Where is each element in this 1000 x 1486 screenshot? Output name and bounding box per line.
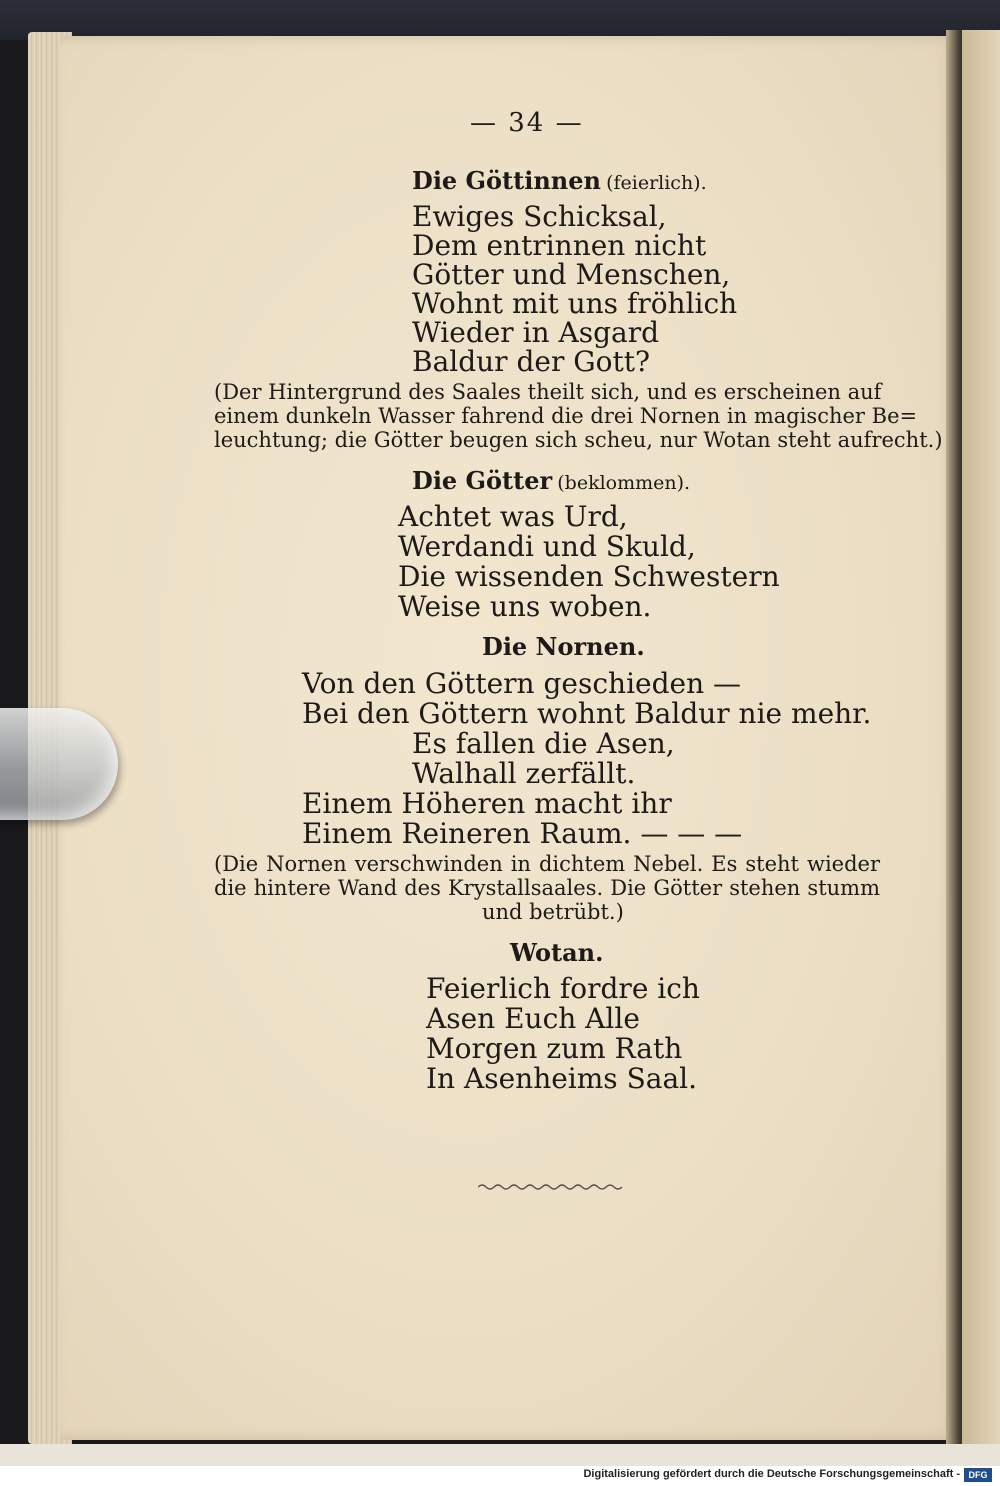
verse-line: Von den Göttern geschieden — — [302, 667, 742, 700]
verse-line: Ewiges Schicksal, — [412, 200, 667, 233]
facing-page-edge — [962, 30, 1000, 1446]
stage-direction-line: (Der Hintergrund des Saales theilt sich, und es erscheinen auf — [214, 380, 882, 404]
stage-direction-inline: (feierlich). — [606, 172, 707, 194]
verse-line: Götter und Menschen, — [412, 258, 731, 291]
speaker-name: Die Göttinnen — [412, 166, 601, 195]
page-number: — 34 — — [470, 108, 584, 138]
stage-direction-line: einem dunkeln Wasser fahrend die drei Nornen in magischer Be= — [214, 404, 918, 428]
verse-line: Asen Euch Alle — [426, 1002, 640, 1035]
verse-line: Wieder in Asgard — [412, 316, 659, 349]
stage-direction-line: die hintere Wand des Krystallsaales. Die Götter stehen stumm — [214, 876, 880, 900]
verse-line: Morgen zum Rath — [426, 1032, 683, 1065]
stage-direction-inline: (beklommen). — [557, 472, 691, 494]
verse-line: Walhall zerfällt. — [412, 757, 636, 790]
speaker-heading-goettinnen — [412, 166, 707, 195]
scan-background-top — [0, 0, 1000, 40]
end-ornament — [478, 1182, 624, 1192]
verse-line: Einem Höheren macht ihr — [302, 787, 672, 820]
verse-line: Dem entrinnen nicht — [412, 229, 707, 262]
verse-line: Werdandi und Skuld, — [398, 530, 696, 563]
stage-direction-line: (Die Nornen verschwinden in dichtem Nebel. Es steht wieder — [214, 852, 880, 876]
verse-line: Einem Reineren Raum. — — — — [302, 817, 743, 850]
speaker-heading-wotan: Wotan. — [510, 938, 604, 967]
verse-line: Achtet was Urd, — [398, 500, 628, 533]
verse-line: Die wissenden Schwestern — [398, 560, 780, 593]
scan-background-bottom — [0, 1444, 1000, 1466]
verse-line: Feierlich fordre ich — [426, 972, 700, 1005]
page-clip — [0, 708, 118, 820]
verse-line: Baldur der Gott? — [412, 345, 650, 378]
stage-direction-line: leuchtung; die Götter beugen sich scheu, nur Wotan steht aufrecht.) — [214, 428, 943, 452]
digitization-credit: Digitalisierung gefördert durch die Deutsche Forschungsgemeinschaft - — [583, 1468, 960, 1480]
verse-line: Es fallen die Asen, — [412, 727, 675, 760]
verse-line: In Asenheims Saal. — [426, 1062, 697, 1095]
verse-line: Bei den Göttern wohnt Baldur nie mehr. — [302, 697, 872, 730]
verse-line: Weise uns woben. — [398, 590, 652, 623]
verse-line: Wohnt mit uns fröhlich — [412, 287, 738, 320]
stage-direction-line: und betrübt.) — [482, 900, 624, 924]
dfg-logo: DFG — [964, 1468, 992, 1482]
speaker-heading-goetter — [412, 466, 690, 495]
speaker-name: Die Götter — [412, 466, 553, 495]
speaker-heading-nornen: Die Nornen. — [482, 632, 645, 661]
